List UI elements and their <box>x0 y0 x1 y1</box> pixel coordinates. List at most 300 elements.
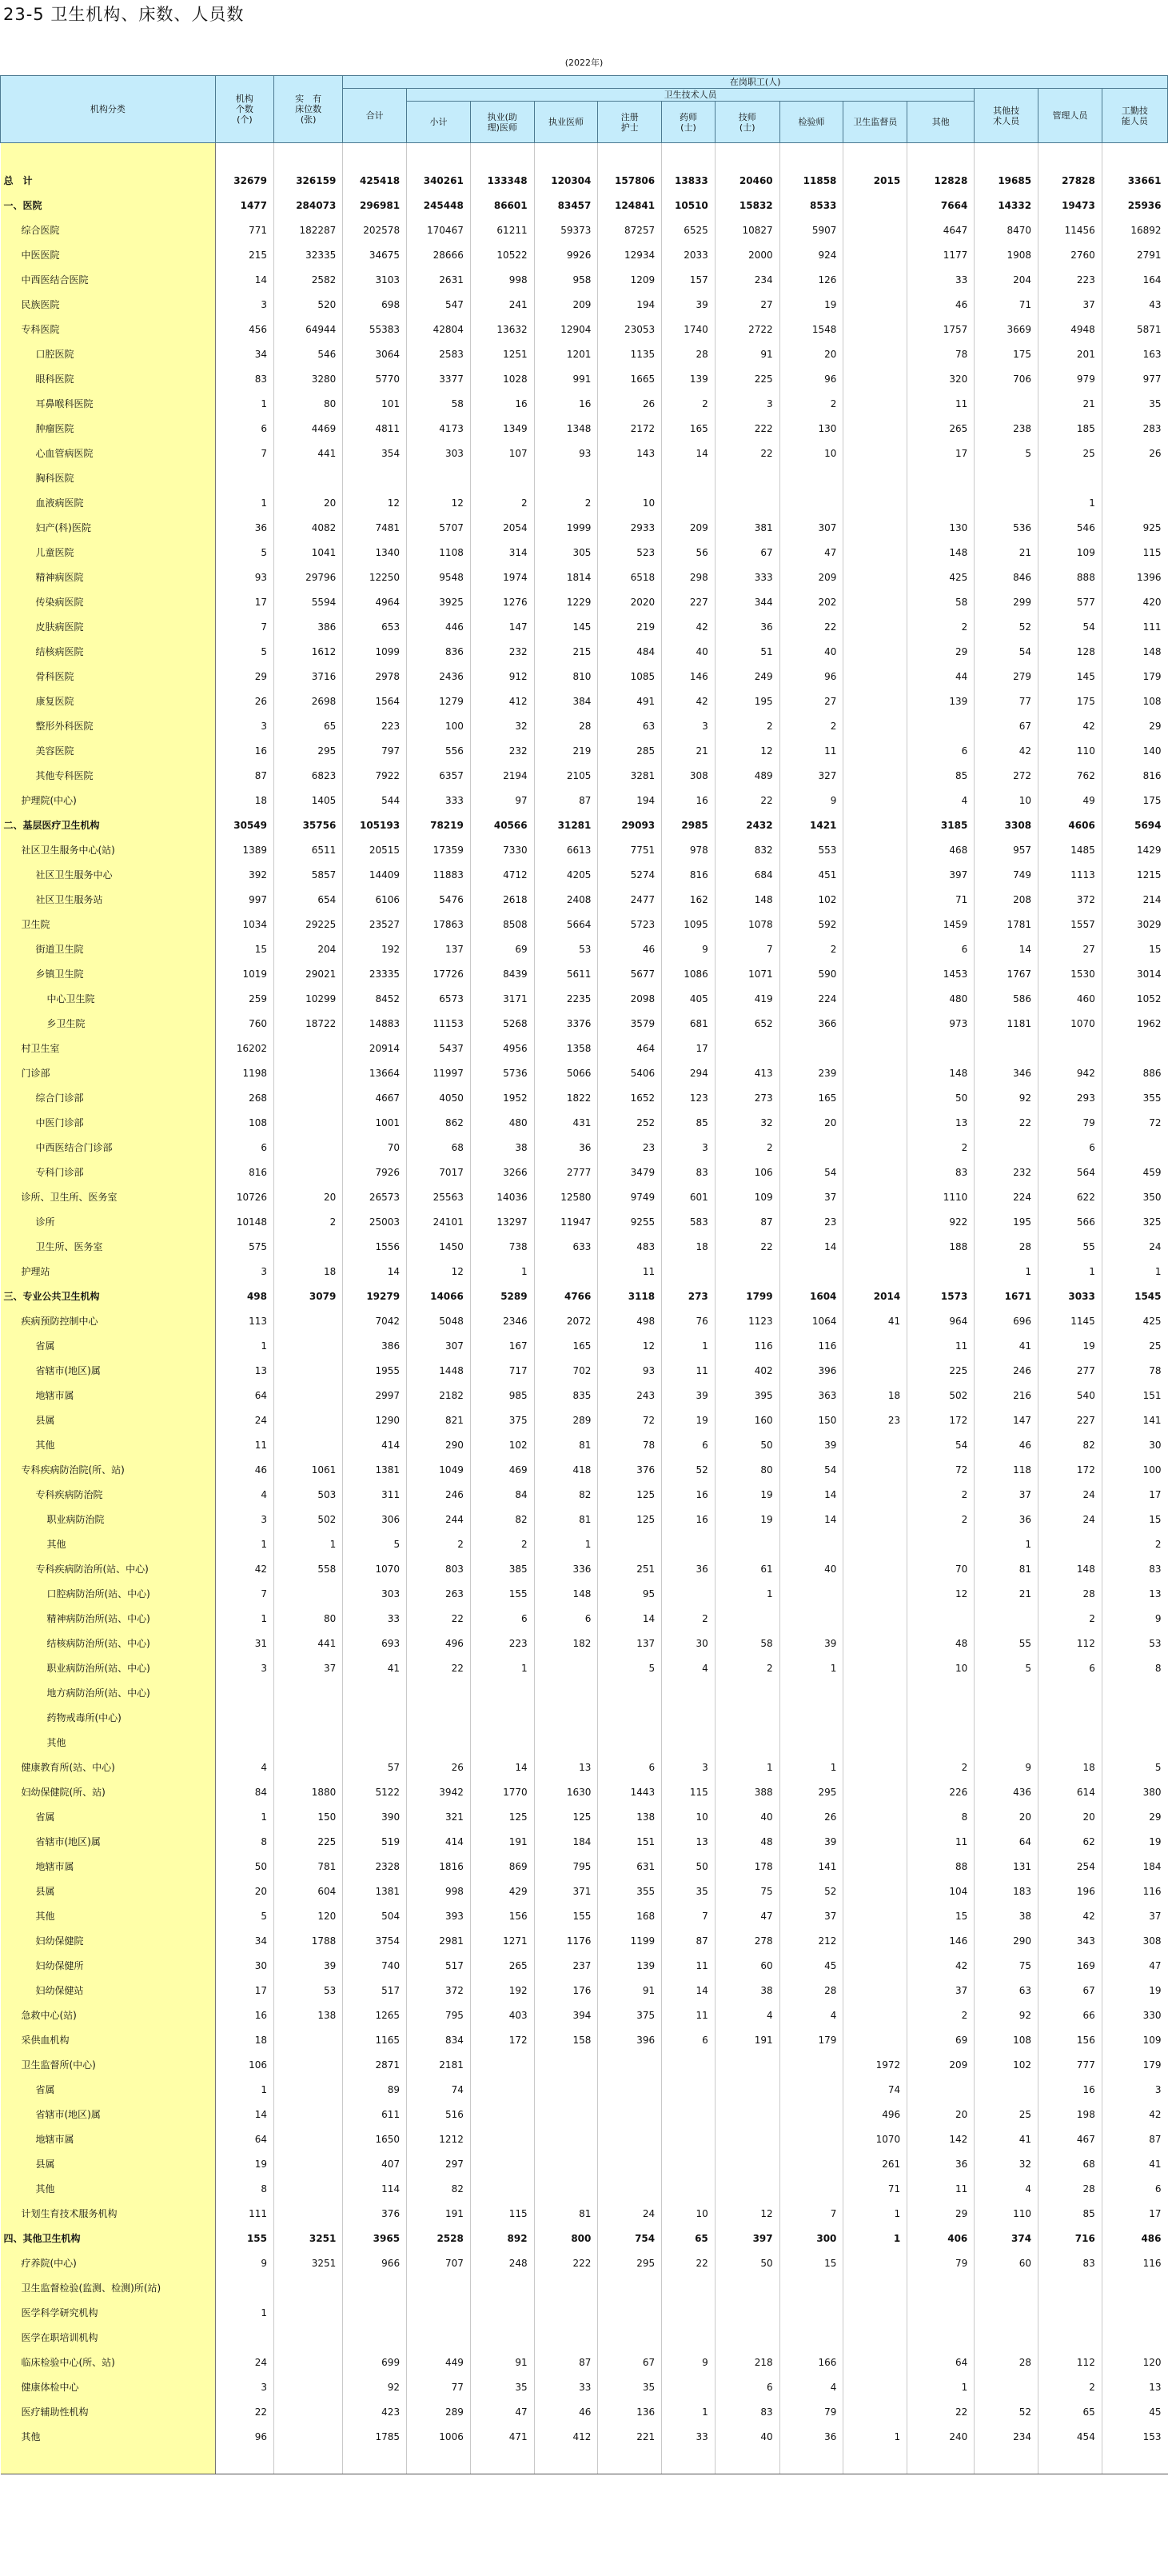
table-cell: 832 <box>715 837 779 862</box>
table-cell <box>975 1705 1038 1730</box>
table-cell: 284073 <box>274 193 343 218</box>
table-cell: 65 <box>662 2226 716 2251</box>
table-cell: 20 <box>215 1879 273 1903</box>
table-cell: 1396 <box>1102 565 1167 589</box>
table-cell: 707 <box>407 2251 471 2275</box>
table-cell <box>843 1680 907 1705</box>
table-cell <box>907 2449 975 2474</box>
table-cell <box>598 2127 662 2151</box>
table-cell <box>470 2151 534 2176</box>
table-cell: 239 <box>779 1060 843 1085</box>
table-cell: 42 <box>215 1556 273 1581</box>
table-cell: 26573 <box>343 1184 407 1209</box>
table-cell: 9548 <box>407 565 471 589</box>
table-cell: 237 <box>534 1953 598 1978</box>
table-cell: 2 <box>662 391 716 416</box>
table-cell: 22 <box>715 788 779 813</box>
table-cell: 56 <box>662 540 716 565</box>
table-cell: 194 <box>598 292 662 317</box>
table-cell <box>843 2374 907 2399</box>
row-label: 职业病防治院 <box>1 1507 216 1532</box>
table-cell: 7664 <box>907 193 975 218</box>
table-cell: 120 <box>274 1903 343 1928</box>
header-practicing-physician: 执业医师 <box>534 102 598 143</box>
table-cell: 385 <box>470 1556 534 1581</box>
table-cell: 36 <box>215 515 273 540</box>
row-label: 地方病防治所(站、中心) <box>1 1680 216 1705</box>
table-cell: 7 <box>215 1581 273 1606</box>
row-label: 精神病医院 <box>1 565 216 589</box>
table-cell: 34 <box>215 1928 273 1953</box>
table-row <box>1 2102 1168 2127</box>
table-row <box>1 565 1168 589</box>
table-cell: 244 <box>407 1507 471 1532</box>
table-row <box>1 1432 1168 1457</box>
table-cell <box>343 1705 407 1730</box>
table-cell: 50 <box>715 2251 779 2275</box>
table-cell: 179 <box>1102 664 1167 689</box>
table-cell: 78219 <box>407 813 471 837</box>
table-cell: 547 <box>407 292 471 317</box>
table-cell: 72 <box>907 1457 975 1482</box>
row-label: 其他 <box>1 1903 216 1928</box>
table-cell: 29 <box>215 664 273 689</box>
table-cell: 133348 <box>470 168 534 193</box>
table-cell: 425418 <box>343 168 407 193</box>
table-cell <box>662 1705 716 1730</box>
table-cell: 9 <box>662 2350 716 2374</box>
table-cell <box>843 1804 907 1829</box>
row-label: 综合门诊部 <box>1 1085 216 1110</box>
table-cell <box>407 1730 471 1755</box>
table-row <box>1 1036 1168 1060</box>
table-row <box>1 1160 1168 1184</box>
table-cell: 14 <box>779 1482 843 1507</box>
table-cell <box>534 2449 598 2474</box>
table-cell <box>662 143 716 169</box>
table-cell: 5274 <box>598 862 662 887</box>
table-cell: 29021 <box>274 961 343 986</box>
table-cell: 924 <box>779 242 843 267</box>
table-cell <box>843 1631 907 1655</box>
table-cell: 3 <box>662 713 716 738</box>
table-cell: 118 <box>975 1457 1038 1482</box>
table-row <box>1 1978 1168 2003</box>
table-cell: 20914 <box>343 1036 407 1060</box>
table-row <box>1 887 1168 912</box>
table-cell: 19 <box>1102 1978 1167 2003</box>
table-cell: 1028 <box>470 366 534 391</box>
row-label: 社区卫生服务中心 <box>1 862 216 887</box>
table-cell: 9 <box>779 788 843 813</box>
table-cell: 1176 <box>534 1928 598 1953</box>
table-cell: 502 <box>274 1507 343 1532</box>
table-cell: 65 <box>1038 2399 1102 2424</box>
table-cell <box>843 1259 907 1284</box>
table-cell: 71 <box>907 887 975 912</box>
table-cell: 93 <box>534 441 598 465</box>
table-cell: 2 <box>534 490 598 515</box>
table-cell: 48 <box>907 1631 975 1655</box>
table-cell: 5694 <box>1102 813 1167 837</box>
table-cell <box>274 1234 343 1259</box>
table-cell: 544 <box>343 788 407 813</box>
table-cell: 978 <box>662 837 716 862</box>
table-cell: 48 <box>715 1829 779 1854</box>
table-cell: 74 <box>407 2077 471 2102</box>
table-cell: 27 <box>779 689 843 713</box>
table-row <box>1 2226 1168 2251</box>
table-cell: 78 <box>907 341 975 366</box>
table-cell: 165 <box>779 1085 843 1110</box>
table-cell: 215 <box>215 242 273 267</box>
table-row <box>1 1779 1168 1804</box>
table-cell: 37 <box>779 1184 843 1209</box>
table-cell <box>343 143 407 169</box>
table-cell: 208 <box>975 887 1038 912</box>
table-cell <box>274 1110 343 1135</box>
table-row <box>1 317 1168 341</box>
row-label: 血液病医院 <box>1 490 216 515</box>
table-cell <box>598 1705 662 1730</box>
table-cell: 1799 <box>715 1284 779 1308</box>
table-cell: 109 <box>1102 2027 1167 2052</box>
table-cell: 125 <box>598 1482 662 1507</box>
table-cell: 1545 <box>1102 1284 1167 1308</box>
table-cell <box>1102 465 1167 490</box>
table-cell: 436 <box>975 1779 1038 1804</box>
table-cell: 19 <box>779 292 843 317</box>
row-label: 卫生监督检验(监测、检测)所(站) <box>1 2275 216 2300</box>
table-cell: 21 <box>975 1581 1038 1606</box>
table-cell: 307 <box>407 1333 471 1358</box>
table-cell: 77 <box>407 2374 471 2399</box>
table-cell: 1135 <box>598 341 662 366</box>
table-cell: 87 <box>534 2350 598 2374</box>
table-cell: 2054 <box>470 515 534 540</box>
table-cell: 966 <box>343 2251 407 2275</box>
table-cell: 1381 <box>343 1457 407 1482</box>
table-cell: 483 <box>598 1234 662 1259</box>
table-cell: 184 <box>1102 1854 1167 1879</box>
table-row <box>1 1507 1168 1532</box>
table-cell: 846 <box>975 565 1038 589</box>
table-cell: 344 <box>715 589 779 614</box>
table-cell: 139 <box>907 689 975 713</box>
table-cell <box>470 465 534 490</box>
table-cell: 2015 <box>843 168 907 193</box>
table-cell: 80 <box>274 391 343 416</box>
table-cell: 10726 <box>215 1184 273 1209</box>
table-cell: 346 <box>975 1060 1038 1085</box>
table-cell: 290 <box>407 1432 471 1457</box>
table-cell: 418 <box>534 1457 598 1482</box>
row-label: 皮肤病医院 <box>1 614 216 639</box>
table-row <box>1 2151 1168 2176</box>
table-cell: 151 <box>598 1829 662 1854</box>
table-cell <box>843 1184 907 1209</box>
table-cell: 350 <box>1102 1184 1167 1209</box>
table-cell: 102 <box>975 2052 1038 2077</box>
table-cell: 63 <box>975 1978 1038 2003</box>
table-cell: 194 <box>598 788 662 813</box>
table-cell: 167 <box>470 1333 534 1358</box>
table-cell: 196 <box>1038 1879 1102 1903</box>
table-cell <box>843 1978 907 2003</box>
row-label: 药物戒毒所(中心) <box>1 1705 216 1730</box>
table-cell: 376 <box>343 2201 407 2226</box>
table-cell: 1181 <box>975 1011 1038 1036</box>
table-cell: 8 <box>907 1804 975 1829</box>
table-cell: 28 <box>779 1978 843 2003</box>
table-cell: 2 <box>407 1532 471 1556</box>
table-cell: 252 <box>598 1110 662 1135</box>
table-cell: 702 <box>534 1358 598 1383</box>
table-cell <box>598 2077 662 2102</box>
table-cell: 622 <box>1038 1184 1102 1209</box>
table-row <box>1 937 1168 961</box>
table-cell: 2408 <box>534 887 598 912</box>
table-cell: 8 <box>215 2176 273 2201</box>
table-cell: 30 <box>215 1953 273 1978</box>
table-cell: 583 <box>662 1209 716 1234</box>
table-cell <box>662 2077 716 2102</box>
table-cell: 371 <box>534 1879 598 1903</box>
table-cell: 546 <box>274 341 343 366</box>
table-cell: 11 <box>598 1259 662 1284</box>
table-cell: 214 <box>1102 887 1167 912</box>
table-cell: 33661 <box>1102 168 1167 193</box>
table-cell: 67 <box>975 713 1038 738</box>
table-cell: 4 <box>975 2176 1038 2201</box>
table-cell: 17 <box>215 1978 273 2003</box>
table-cell: 11 <box>662 2003 716 2027</box>
table-cell: 489 <box>715 763 779 788</box>
table-cell <box>274 2300 343 2325</box>
table-cell: 10510 <box>662 193 716 218</box>
table-cell: 491 <box>598 689 662 713</box>
table-cell: 14 <box>779 1234 843 1259</box>
table-cell: 1381 <box>343 1879 407 1903</box>
table-cell: 2 <box>715 1135 779 1160</box>
table-cell: 4766 <box>534 1284 598 1308</box>
table-cell: 33 <box>343 1606 407 1631</box>
row-label: 传染病医院 <box>1 589 216 614</box>
table-cell: 155 <box>470 1581 534 1606</box>
table-cell: 10522 <box>470 242 534 267</box>
table-cell: 451 <box>779 862 843 887</box>
table-cell: 289 <box>534 1408 598 1432</box>
table-cell <box>843 2325 907 2350</box>
table-cell: 6 <box>662 1432 716 1457</box>
table-cell <box>662 1581 716 1606</box>
table-cell: 227 <box>662 589 716 614</box>
table-cell <box>470 2077 534 2102</box>
table-row <box>1 713 1168 738</box>
table-cell <box>843 813 907 837</box>
table-cell: 42 <box>1038 1903 1102 1928</box>
table-cell <box>662 1680 716 1705</box>
table-row <box>1 1532 1168 1556</box>
table-cell: 1972 <box>843 2052 907 2077</box>
table-cell: 31 <box>215 1631 273 1655</box>
table-cell <box>534 1705 598 1730</box>
table-cell <box>843 1457 907 1482</box>
table-cell: 964 <box>907 1308 975 1333</box>
table-cell: 343 <box>1038 1928 1102 1953</box>
table-cell: 2933 <box>598 515 662 540</box>
row-label: 疗养院(中心) <box>1 2251 216 2275</box>
table-cell: 502 <box>907 1383 975 1408</box>
table-cell: 139 <box>662 366 716 391</box>
table-cell: 7926 <box>343 1160 407 1184</box>
table-cell: 1 <box>715 1755 779 1779</box>
table-cell <box>1038 143 1102 169</box>
row-label: 骨科医院 <box>1 664 216 689</box>
table-cell <box>274 1358 343 1383</box>
table-cell: 3280 <box>274 366 343 391</box>
table-cell: 15 <box>1102 1507 1167 1532</box>
table-row <box>1 2251 1168 2275</box>
table-cell <box>907 1259 975 1284</box>
table-cell: 762 <box>1038 763 1102 788</box>
table-cell: 604 <box>274 1879 343 1903</box>
table-cell: 49 <box>1038 788 1102 813</box>
table-cell: 5723 <box>598 912 662 937</box>
table-cell: 25003 <box>343 1209 407 1234</box>
table-cell: 37 <box>1038 292 1102 317</box>
table-cell: 590 <box>779 961 843 986</box>
table-cell: 1 <box>215 1333 273 1358</box>
table-cell <box>534 143 598 169</box>
table-cell: 66 <box>1038 2003 1102 2027</box>
table-cell <box>343 2325 407 2350</box>
header-managers: 管理人员 <box>1038 89 1102 143</box>
table-cell: 12 <box>907 1581 975 1606</box>
table-cell <box>598 1680 662 1705</box>
table-cell: 147 <box>470 614 534 639</box>
table-cell <box>598 2449 662 2474</box>
table-cell: 6 <box>1038 1655 1102 1680</box>
table-cell: 405 <box>662 986 716 1011</box>
row-label: 县属 <box>1 1879 216 1903</box>
table-row <box>1 1804 1168 1829</box>
table-cell: 75 <box>715 1879 779 1903</box>
table-cell: 19 <box>715 1507 779 1532</box>
table-cell: 60 <box>715 1953 779 1978</box>
table-cell: 979 <box>1038 366 1102 391</box>
table-cell: 175 <box>975 341 1038 366</box>
table-cell: 2 <box>470 490 534 515</box>
table-cell: 558 <box>274 1556 343 1581</box>
table-cell: 35 <box>470 2374 534 2399</box>
table-cell: 22 <box>715 1234 779 1259</box>
table-cell: 20 <box>907 2102 975 2127</box>
table-cell <box>598 1532 662 1556</box>
table-cell <box>843 937 907 961</box>
table-cell: 71 <box>975 292 1038 317</box>
table-cell: 83 <box>907 1160 975 1184</box>
row-label: 中心卫生院 <box>1 986 216 1011</box>
table-cell <box>975 1036 1038 1060</box>
table-cell: 290 <box>975 1928 1038 1953</box>
table-cell: 3 <box>715 391 779 416</box>
table-cell <box>274 2077 343 2102</box>
table-cell: 27828 <box>1038 168 1102 193</box>
table-cell: 2985 <box>662 813 716 837</box>
table-cell: 1061 <box>274 1457 343 1482</box>
table-cell: 1788 <box>274 1928 343 1953</box>
table-cell: 397 <box>907 862 975 887</box>
table-cell: 2618 <box>470 887 534 912</box>
table-cell: 14 <box>662 1978 716 2003</box>
table-cell: 3669 <box>975 317 1038 341</box>
table-cell: 431 <box>534 1110 598 1135</box>
table-cell: 12828 <box>907 168 975 193</box>
table-cell: 10 <box>662 2201 716 2226</box>
table-cell: 5611 <box>534 961 598 986</box>
table-cell <box>662 2325 716 2350</box>
row-label: 社区卫生服务站 <box>1 887 216 912</box>
table-cell: 2346 <box>470 1308 534 1333</box>
table-cell: 150 <box>274 1804 343 1829</box>
table-cell <box>843 1085 907 1110</box>
table-cell: 420 <box>1102 589 1167 614</box>
table-cell <box>843 1755 907 1779</box>
header-lab-techs: 检验师 <box>779 102 843 143</box>
table-cell: 12 <box>407 490 471 515</box>
row-label: 其他 <box>1 1532 216 1556</box>
table-cell: 1822 <box>534 1085 598 1110</box>
row-label: 护理院(中心) <box>1 788 216 813</box>
data-table-container <box>0 75 1168 2474</box>
table-cell: 146 <box>662 664 716 689</box>
table-cell: 795 <box>407 2003 471 2027</box>
table-cell <box>843 1953 907 1978</box>
table-cell: 912 <box>470 664 534 689</box>
table-cell: 11 <box>779 738 843 763</box>
table-cell <box>470 2052 534 2077</box>
table-cell <box>215 2325 273 2350</box>
table-cell <box>534 2077 598 2102</box>
table-cell: 1071 <box>715 961 779 986</box>
table-cell: 82 <box>1038 1432 1102 1457</box>
table-cell <box>779 2077 843 2102</box>
table-cell <box>715 2127 779 2151</box>
table-cell: 496 <box>843 2102 907 2127</box>
table-cell: 1 <box>215 2077 273 2102</box>
table-cell <box>598 2300 662 2325</box>
table-cell: 3925 <box>407 589 471 614</box>
table-cell: 62 <box>1038 1829 1102 1854</box>
table-cell: 65 <box>274 713 343 738</box>
table-cell: 13 <box>1102 2374 1167 2399</box>
table-cell: 2978 <box>343 664 407 689</box>
table-cell: 19279 <box>343 1284 407 1308</box>
table-cell: 16 <box>534 391 598 416</box>
table-cell: 172 <box>1038 1457 1102 1482</box>
table-cell <box>662 1259 716 1284</box>
table-row <box>1 689 1168 713</box>
table-cell: 1 <box>215 2300 273 2325</box>
table-cell: 1 <box>215 490 273 515</box>
table-cell: 192 <box>470 1978 534 2003</box>
table-cell: 4964 <box>343 589 407 614</box>
table-cell <box>843 2300 907 2325</box>
row-label: 省属 <box>1 1333 216 1358</box>
table-cell: 61 <box>715 1556 779 1581</box>
table-cell: 182287 <box>274 218 343 242</box>
